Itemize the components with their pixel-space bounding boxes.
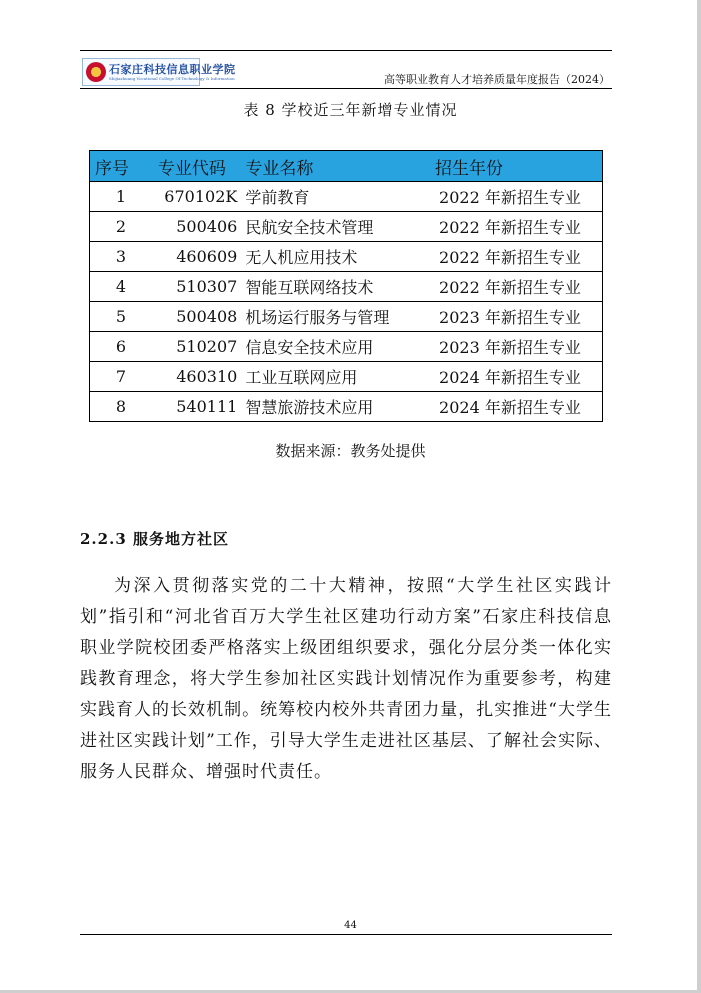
cell-code: 500408 bbox=[152, 302, 241, 332]
cell-number: 5 bbox=[90, 302, 152, 332]
cell-name: 无人机应用技术 bbox=[241, 242, 431, 272]
column-header-number: 序号 bbox=[90, 151, 152, 182]
cell-name: 学前教育 bbox=[241, 182, 431, 212]
cell-code: 460609 bbox=[152, 242, 241, 272]
cell-name: 工业互联网应用 bbox=[241, 362, 431, 392]
table-source-note: 数据来源：教务处提供 bbox=[275, 442, 426, 460]
cell-code: 510207 bbox=[152, 332, 241, 362]
report-title: 高等职业教育人才培养质量年度报告（2024） bbox=[384, 73, 610, 86]
body-paragraph: 为深入贯彻落实党的二十大精神，按照“大学生社区实践计划”指引和“河北省百万大学生社区建功行动方案”石家庄科技信息职业学院校团委严格落实上级团组织要求，强化分层分类一体化实践教育理念，将大学生参加社区实践计划情况作为重要参考，构建实践育人的长效机制。统筹校内校外共青团力量，扎实推进“大学生进社区实践计划”工作，引导大学生走进社区基层、了解社会实际、服务人民群众、增强时代责任。 bbox=[80, 576, 612, 782]
cell-year: 2023 年新招生专业 bbox=[431, 302, 602, 332]
column-header-year: 招生年份 bbox=[431, 151, 602, 182]
section-heading: 2.2.3 服务地方社区 bbox=[80, 530, 229, 548]
header-top-rule bbox=[80, 50, 612, 51]
header-bottom-rule bbox=[80, 88, 612, 89]
logo-subtext: Shijiazhuang Vocational College Of Technology & Information bbox=[109, 75, 235, 81]
table-row bbox=[90, 272, 603, 302]
college-logo bbox=[82, 58, 236, 86]
logo-text: 石家庄科技信息职业学院 bbox=[109, 62, 236, 76]
table-row bbox=[90, 362, 603, 392]
cell-year: 2024 年新招生专业 bbox=[431, 392, 602, 422]
cell-number: 4 bbox=[90, 272, 152, 302]
table-caption: 表 8 学校近三年新增专业情况 bbox=[243, 101, 458, 119]
table-row bbox=[90, 242, 603, 272]
logo-texts bbox=[109, 64, 236, 81]
cell-number: 7 bbox=[90, 362, 152, 392]
college-seal-icon bbox=[86, 62, 106, 82]
cell-name: 智慧旅游技术应用 bbox=[241, 392, 431, 422]
cell-name: 信息安全技术应用 bbox=[241, 332, 431, 362]
table-header-row bbox=[90, 151, 603, 182]
cell-code: 670102K bbox=[152, 182, 241, 212]
cell-name: 民航安全技术管理 bbox=[241, 212, 431, 242]
footer-rule bbox=[80, 934, 612, 935]
cell-number: 1 bbox=[90, 182, 152, 212]
cell-number: 6 bbox=[90, 332, 152, 362]
new-majors-table bbox=[89, 150, 603, 422]
cell-name: 机场运行服务与管理 bbox=[241, 302, 431, 332]
cell-number: 2 bbox=[90, 212, 152, 242]
cell-number: 3 bbox=[90, 242, 152, 272]
cell-year: 2022 年新招生专业 bbox=[431, 212, 602, 242]
cell-year: 2022 年新招生专业 bbox=[431, 272, 602, 302]
table-row bbox=[90, 182, 603, 212]
table-row bbox=[90, 332, 603, 362]
column-header-code: 专业代码 bbox=[152, 151, 241, 182]
cell-code: 500406 bbox=[152, 212, 241, 242]
cell-number: 8 bbox=[90, 392, 152, 422]
cell-name: 智能互联网络技术 bbox=[241, 272, 431, 302]
column-header-name: 专业名称 bbox=[241, 151, 431, 182]
cell-year: 2023 年新招生专业 bbox=[431, 332, 602, 362]
page-edge-right bbox=[697, 0, 701, 993]
cell-code: 510307 bbox=[152, 272, 241, 302]
cell-year: 2022 年新招生专业 bbox=[431, 182, 602, 212]
cell-code: 460310 bbox=[152, 362, 241, 392]
cell-code: 540111 bbox=[152, 392, 241, 422]
cell-year: 2024 年新招生专业 bbox=[431, 362, 602, 392]
page-number: 44 bbox=[344, 920, 357, 931]
table-row bbox=[90, 392, 603, 422]
cell-year: 2022 年新招生专业 bbox=[431, 242, 602, 272]
table-row bbox=[90, 302, 603, 332]
table-row bbox=[90, 212, 603, 242]
